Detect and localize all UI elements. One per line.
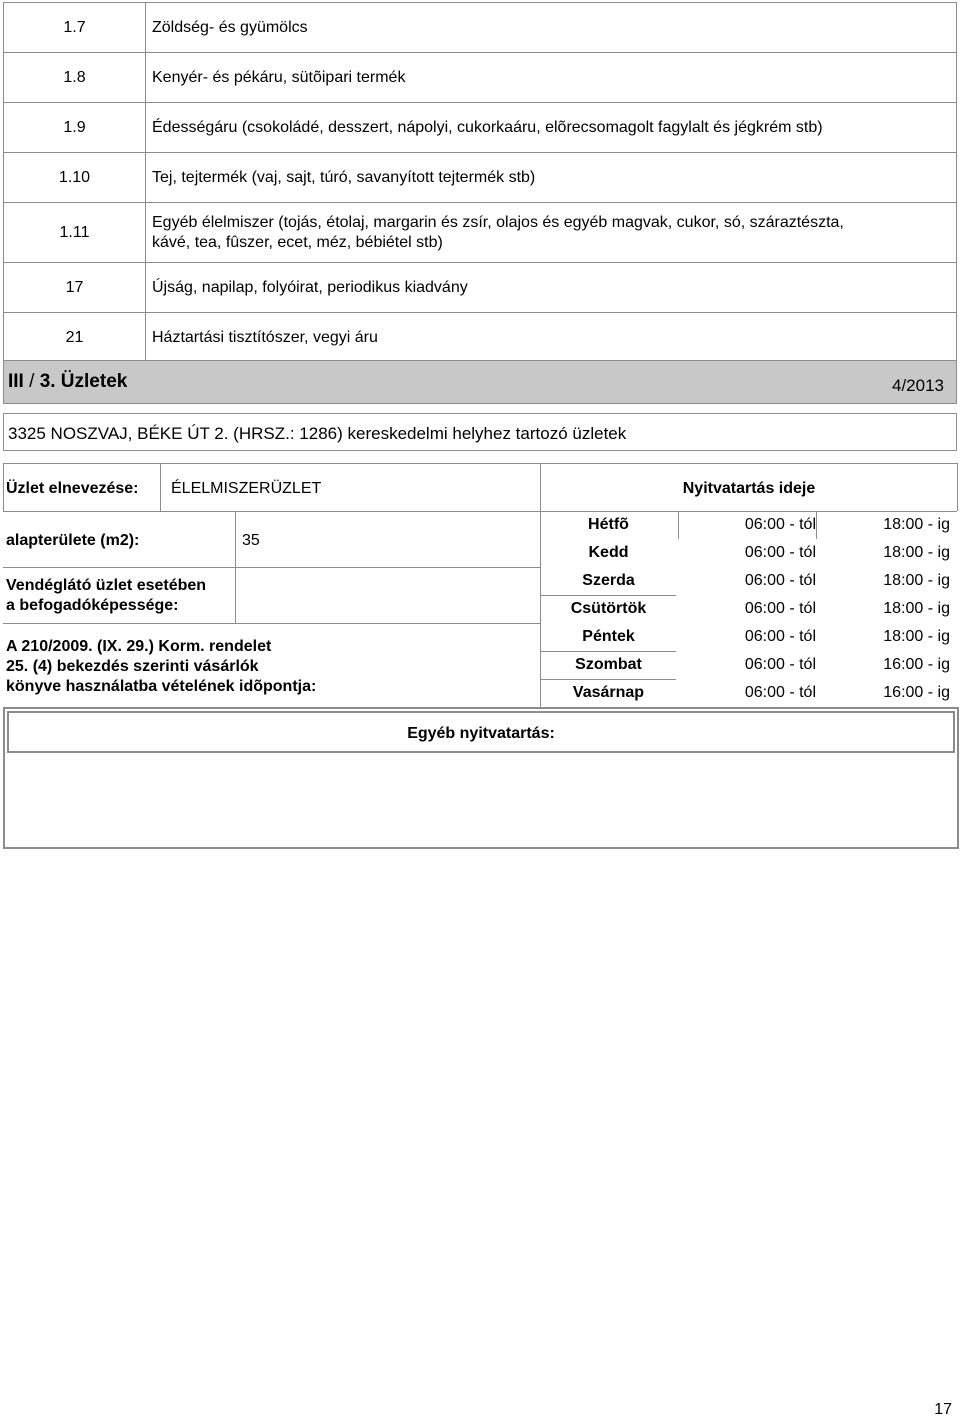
category-code: 1.7 xyxy=(4,3,146,53)
category-table xyxy=(3,2,957,363)
decree-label-line: könyve használatba vételének idõpontja: xyxy=(6,678,317,695)
hours-day: Szombat xyxy=(575,656,642,673)
hours-day: Vasárnap xyxy=(572,684,645,701)
hours-day: Csütörtök xyxy=(570,600,647,617)
category-name: Kenyér- és pékáru, sütõipari termék xyxy=(146,53,957,103)
hours-to: 18:00 - ig xyxy=(883,600,950,617)
category-code: 1.8 xyxy=(4,53,146,103)
hours-day: Péntek xyxy=(582,628,635,645)
divider xyxy=(3,463,4,511)
table-row xyxy=(4,53,957,103)
category-code: 1.10 xyxy=(4,153,146,203)
divider xyxy=(3,567,540,568)
hours-row xyxy=(541,651,960,679)
hours-row xyxy=(541,511,960,539)
section-number: 4/2013 xyxy=(892,376,944,395)
capacity-label xyxy=(6,576,206,616)
area-label: alapterülete (m2): xyxy=(6,532,140,549)
hours-day: Hétfõ xyxy=(588,516,629,533)
category-code: 17 xyxy=(4,263,146,313)
hours-from: 06:00 - tól xyxy=(744,516,816,533)
table-row xyxy=(4,313,957,363)
hours-to: 16:00 - ig xyxy=(883,684,950,701)
hours-day: Kedd xyxy=(588,544,629,561)
other-hours-box xyxy=(3,707,959,849)
hours-row xyxy=(541,595,960,623)
hours-from: 06:00 - tól xyxy=(744,684,816,701)
hours-from: 06:00 - tól xyxy=(744,544,816,561)
section-header xyxy=(3,360,957,404)
section-title-text: 3. Üzletek xyxy=(39,371,128,392)
category-name: Háztartási tisztítószer, vegyi áru xyxy=(146,313,957,363)
address-box xyxy=(3,413,957,451)
hours-from: 06:00 - tól xyxy=(744,628,816,645)
page-number: 17 xyxy=(934,1401,952,1418)
divider xyxy=(957,463,958,511)
category-name xyxy=(146,203,957,263)
section-roman: III xyxy=(8,371,24,392)
table-row xyxy=(4,3,957,53)
shop-name-label: Üzlet elnevezése: xyxy=(6,480,139,497)
category-name: Édességáru (csokoládé, desszert, nápolyi, cukorkaáru, elõrecsomagolt fagylalt és jégkrém stb) xyxy=(146,103,957,153)
decree-label-line: A 210/2009. (IX. 29.) Korm. rendelet xyxy=(6,638,272,655)
category-code: 1.9 xyxy=(4,103,146,153)
hours-from: 06:00 - tól xyxy=(744,572,816,589)
category-name: Zöldség- és gyümölcs xyxy=(146,3,957,53)
hours-to: 18:00 - ig xyxy=(883,628,950,645)
divider xyxy=(3,623,540,624)
category-name: Újság, napilap, folyóirat, periodikus kiadvány xyxy=(146,263,957,313)
area-value: 35 xyxy=(242,532,260,549)
table-row xyxy=(4,153,957,203)
hours-title: Nyitvatartás ideje xyxy=(682,480,816,497)
category-name: Tej, tejtermék (vaj, sajt, túró, savanyított tejtermék stb) xyxy=(146,153,957,203)
hours-from: 06:00 - tól xyxy=(744,656,816,673)
hours-day: Szerda xyxy=(582,572,635,589)
hours-to: 16:00 - ig xyxy=(883,656,950,673)
hours-row xyxy=(541,539,960,567)
table-row xyxy=(4,263,957,313)
capacity-label-line: Vendéglátó üzlet esetében xyxy=(6,577,207,594)
hours-row xyxy=(541,679,960,707)
category-code: 21 xyxy=(4,313,146,363)
category-name-line: kávé, tea, fûszer, ecet, méz, bébiétel stb) xyxy=(152,233,443,251)
section-slash: / xyxy=(23,371,40,392)
other-hours-label: Egyéb nyitvatartás: xyxy=(407,725,555,742)
table-row xyxy=(4,203,957,263)
other-hours-header xyxy=(7,711,955,753)
hours-from: 06:00 - tól xyxy=(744,600,816,617)
shop-name-value: ÉLELMISZERÜZLET xyxy=(171,480,322,497)
address-text: 3325 NOSZVAJ, BÉKE ÚT 2. (HRSZ.: 1286) kereskedelmi helyhez tartozó üzletek xyxy=(8,424,627,443)
category-name-line: Egyéb élelmiszer (tojás, étolaj, margarin és zsír, olajos és egyéb magvak, cukor, só, száraztészta, xyxy=(152,213,844,231)
section-title xyxy=(8,371,127,393)
capacity-label-line: a befogadóképessége: xyxy=(6,597,179,614)
decree-label xyxy=(6,637,316,697)
hours-row xyxy=(541,623,960,651)
decree-label-line: 25. (4) bekezdés szerinti vásárlók xyxy=(6,658,259,675)
table-row xyxy=(4,103,957,153)
hours-to: 18:00 - ig xyxy=(883,516,950,533)
hours-to: 18:00 - ig xyxy=(883,572,950,589)
divider xyxy=(160,463,161,511)
hours-to: 18:00 - ig xyxy=(883,544,950,561)
category-code: 1.11 xyxy=(4,203,146,263)
opening-hours-table xyxy=(541,511,960,707)
divider xyxy=(3,463,957,464)
hours-row xyxy=(541,567,960,595)
